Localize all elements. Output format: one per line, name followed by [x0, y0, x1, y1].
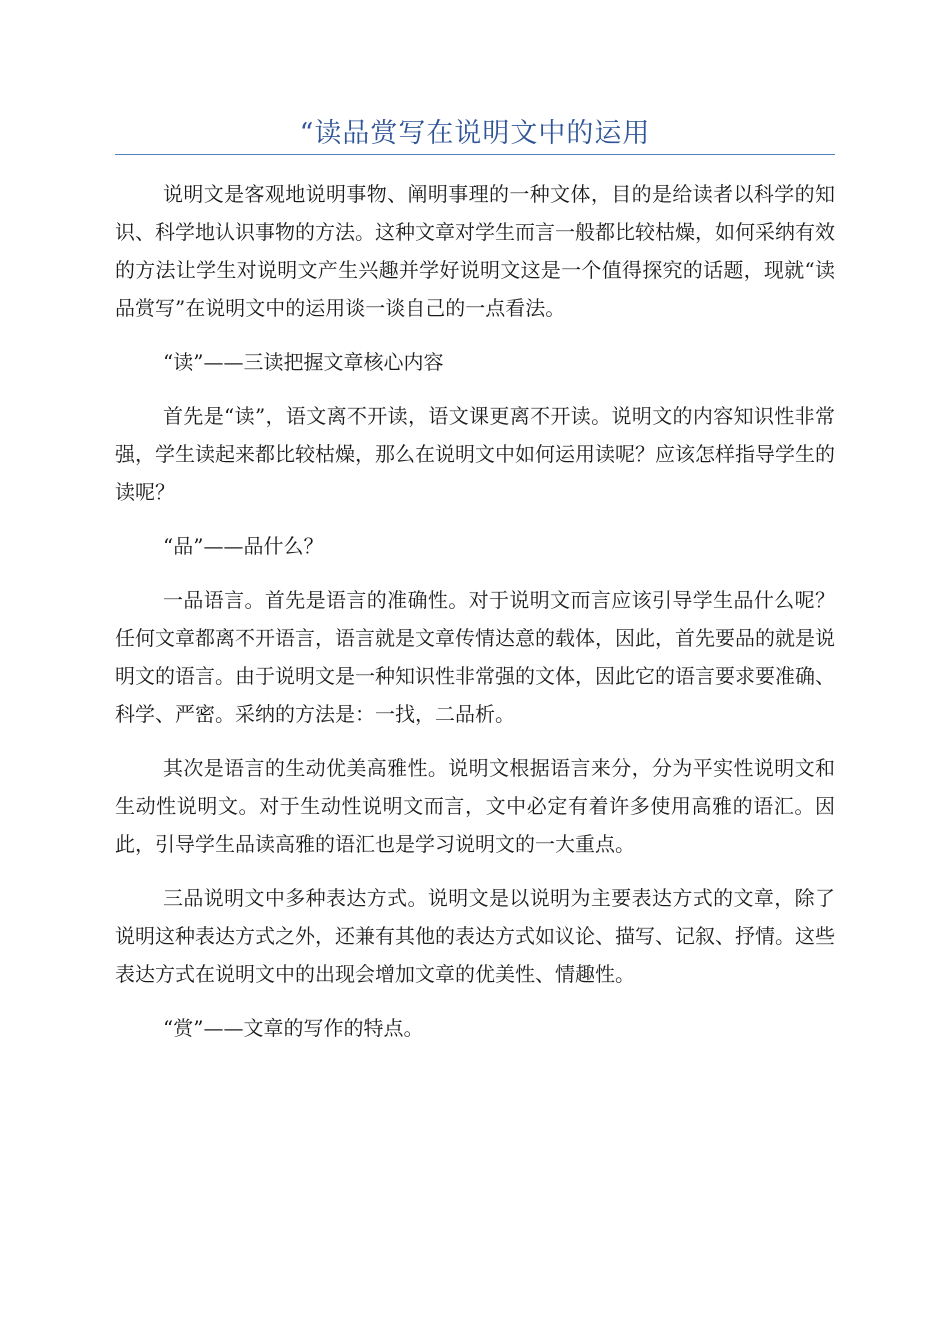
document-body — [115, 175, 835, 1063]
savor-language-paragraph: 一品语言。首先是语言的准确性。对于说明文而言应该引导学生品什么呢？任何文章都离不开语言，语言就是文章传情达意的载体，因此，首先要品的就是说明文的语言。由于说明文是一种知识性非常强的文体，因此它的语言要求要准确、科学、严密。采纳的方法是：一找，二品析。 — [115, 588, 835, 726]
section-heading-savor: “品”——品什么？ — [163, 534, 324, 558]
intro-paragraph: 说明文是客观地说明事物、阐明事理的一种文体，目的是给读者以科学的知识、科学地认识事物的方法。这种文章对学生而言一般都比较枯燥，如何采纳有效的方法让学生对说明文产生兴趣并学好说明文这是一个值得探究的话题，现就“读品赏写”在说明文中的运用谈一谈自己的一点看法。 — [115, 182, 835, 320]
section-heading-appreciate: “赏”——文章的写作的特点。 — [163, 1016, 424, 1040]
savor-style-paragraph: 其次是语言的生动优美高雅性。说明文根据语言来分，分为平实性说明文和生动性说明文。对于生动性说明文而言，文中必定有着许多使用高雅的语汇。因此，引导学生品读高雅的语汇也是学习说明文的一大重点。 — [115, 756, 835, 856]
title-underline — [115, 154, 835, 155]
document-title: “读品赏写在说明文中的运用 — [299, 118, 651, 149]
section-heading-read: “读”——三读把握文章核心内容 — [163, 350, 444, 374]
read-paragraph: 首先是“读”，语文离不开读，语文课更离不开读。说明文的内容知识性非常强，学生读起来都比较枯燥，那么在说明文中如何运用读呢？应该怎样指导学生的读呢？ — [115, 404, 835, 504]
savor-expression-paragraph: 三品说明文中多种表达方式。说明文是以说明为主要表达方式的文章，除了说明这种表达方式之外，还兼有其他的表达方式如议论、描写、记叙、抒情。这些表达方式在说明文中的出现会增加文章的优美性、情趣性。 — [115, 886, 835, 986]
